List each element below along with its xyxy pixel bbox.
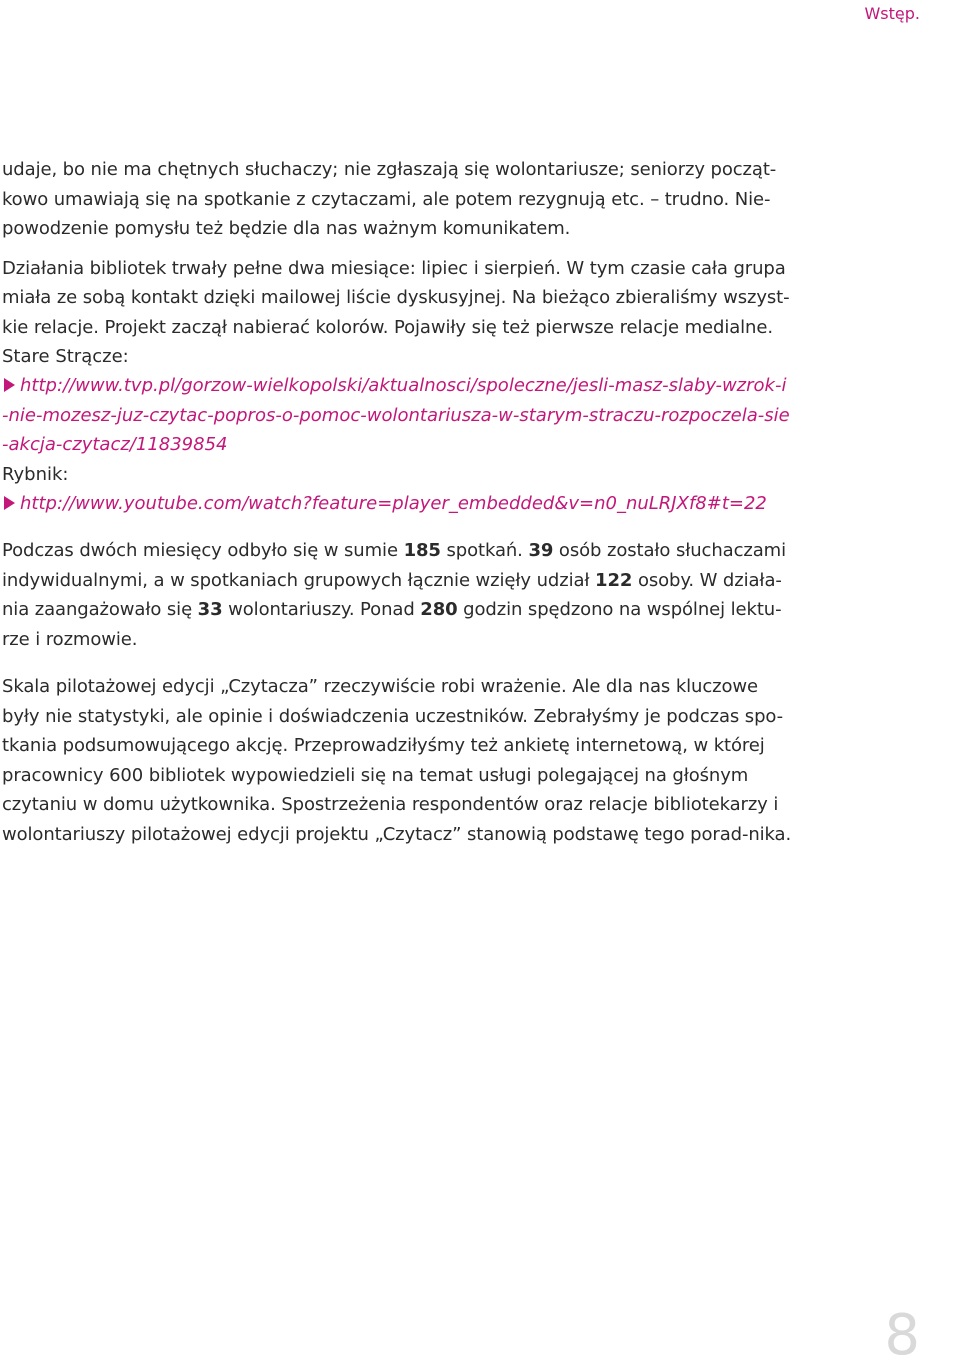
page-number: 8 — [884, 1303, 920, 1368]
stats-text: wolontariuszy. Ponad — [222, 599, 421, 620]
paragraph-stats — [2, 536, 792, 654]
link-row-rybnik — [2, 489, 792, 519]
stat-hours: 280 — [420, 599, 458, 620]
stats-text: Podczas dwóch miesięcy odbyło się w sumie — [2, 540, 404, 561]
paragraph-activities: Działania bibliotek trwały pełne dwa miesiące: lipiec i sierpień. W tym czasie cała grupa miała ze sobą kontakt dzięki mailowej liście dyskusyjnej. Na bieżąco zbieraliśmy wszyst-kie relacje. Projekt zaczął nabierać kolorów. Pojawiły się też pierwsze relacje medialne. — [2, 257, 790, 338]
stat-listeners: 39 — [528, 540, 554, 561]
stat-volunteers: 33 — [197, 599, 223, 620]
stats-text: osób zostało słuchaczami indywidualnymi, a w spotkaniach grupowych łącznie wzięły udział — [2, 540, 786, 591]
paragraph-summary: Skala pilotażowej edycji „Czytacza” rzeczywiście robi wrażenie. Ale dla nas kluczowe były nie statystyki, ale opinie i doświadczenia uczestników. Zebrałyśmy je podczas spo-tkania podsumowującego akcję. Przeprowadziłyśmy też ankietę internetową, w której pracownicy 600 bibliotek wypowiedzieli się na temat usługi polegającej na głośnym czytaniu w domu użytkownika. Spostrzeżenia respondentów oraz relacje bibliotekarzy i wolontariuszy pilotażowej edycji projektu „Czytacz” stanowią podstawę tego porad-nika. — [2, 676, 792, 845]
paragraph-intro: udaje, bo nie ma chętnych słuchaczy; nie zgłaszają się wolontariusze; seniorzy począt-kowo umawiają się na spotkanie z czytaczami, ale potem rezygnują etc. – trudno. Nie-powodzenie pomysłu też będzie dla nas ważnym komunikatem. — [2, 159, 777, 239]
stats-text: godzin spędzono na wspólnej lektu-rze i rozmowie. — [2, 599, 782, 650]
section-header-label: Wstęp. — [864, 4, 920, 23]
link-label-stare-stracze: Stare Strącze: — [2, 346, 129, 367]
link-tvp[interactable]: http://www.tvp.pl/gorzow-wielkopolski/aktualnosci/spoleczne/jesli-masz-slaby-wzrok-i-nie-mozesz-juz-czytac-popros-o-pomoc-wolontariusza-w-starym-straczu-rozpoczela-sie-akcja-czytacz/11839854 — [2, 375, 790, 455]
link-label-rybnik: Rybnik: — [2, 463, 69, 485]
arrow-bullet-icon — [4, 496, 15, 510]
page-content — [2, 155, 792, 849]
link-row-stare-stracze — [2, 371, 792, 460]
stats-text: spotkań. — [440, 540, 529, 561]
stat-meetings: 185 — [403, 540, 441, 561]
stat-group-participants: 122 — [595, 569, 633, 591]
stats-text: osoby. W działa-nia zaangażowało się — [2, 569, 782, 620]
arrow-bullet-icon — [4, 378, 15, 392]
link-youtube[interactable]: http://www.youtube.com/watch?feature=player_embedded&v=n0_nuLRJXf8#t=22 — [20, 492, 767, 514]
